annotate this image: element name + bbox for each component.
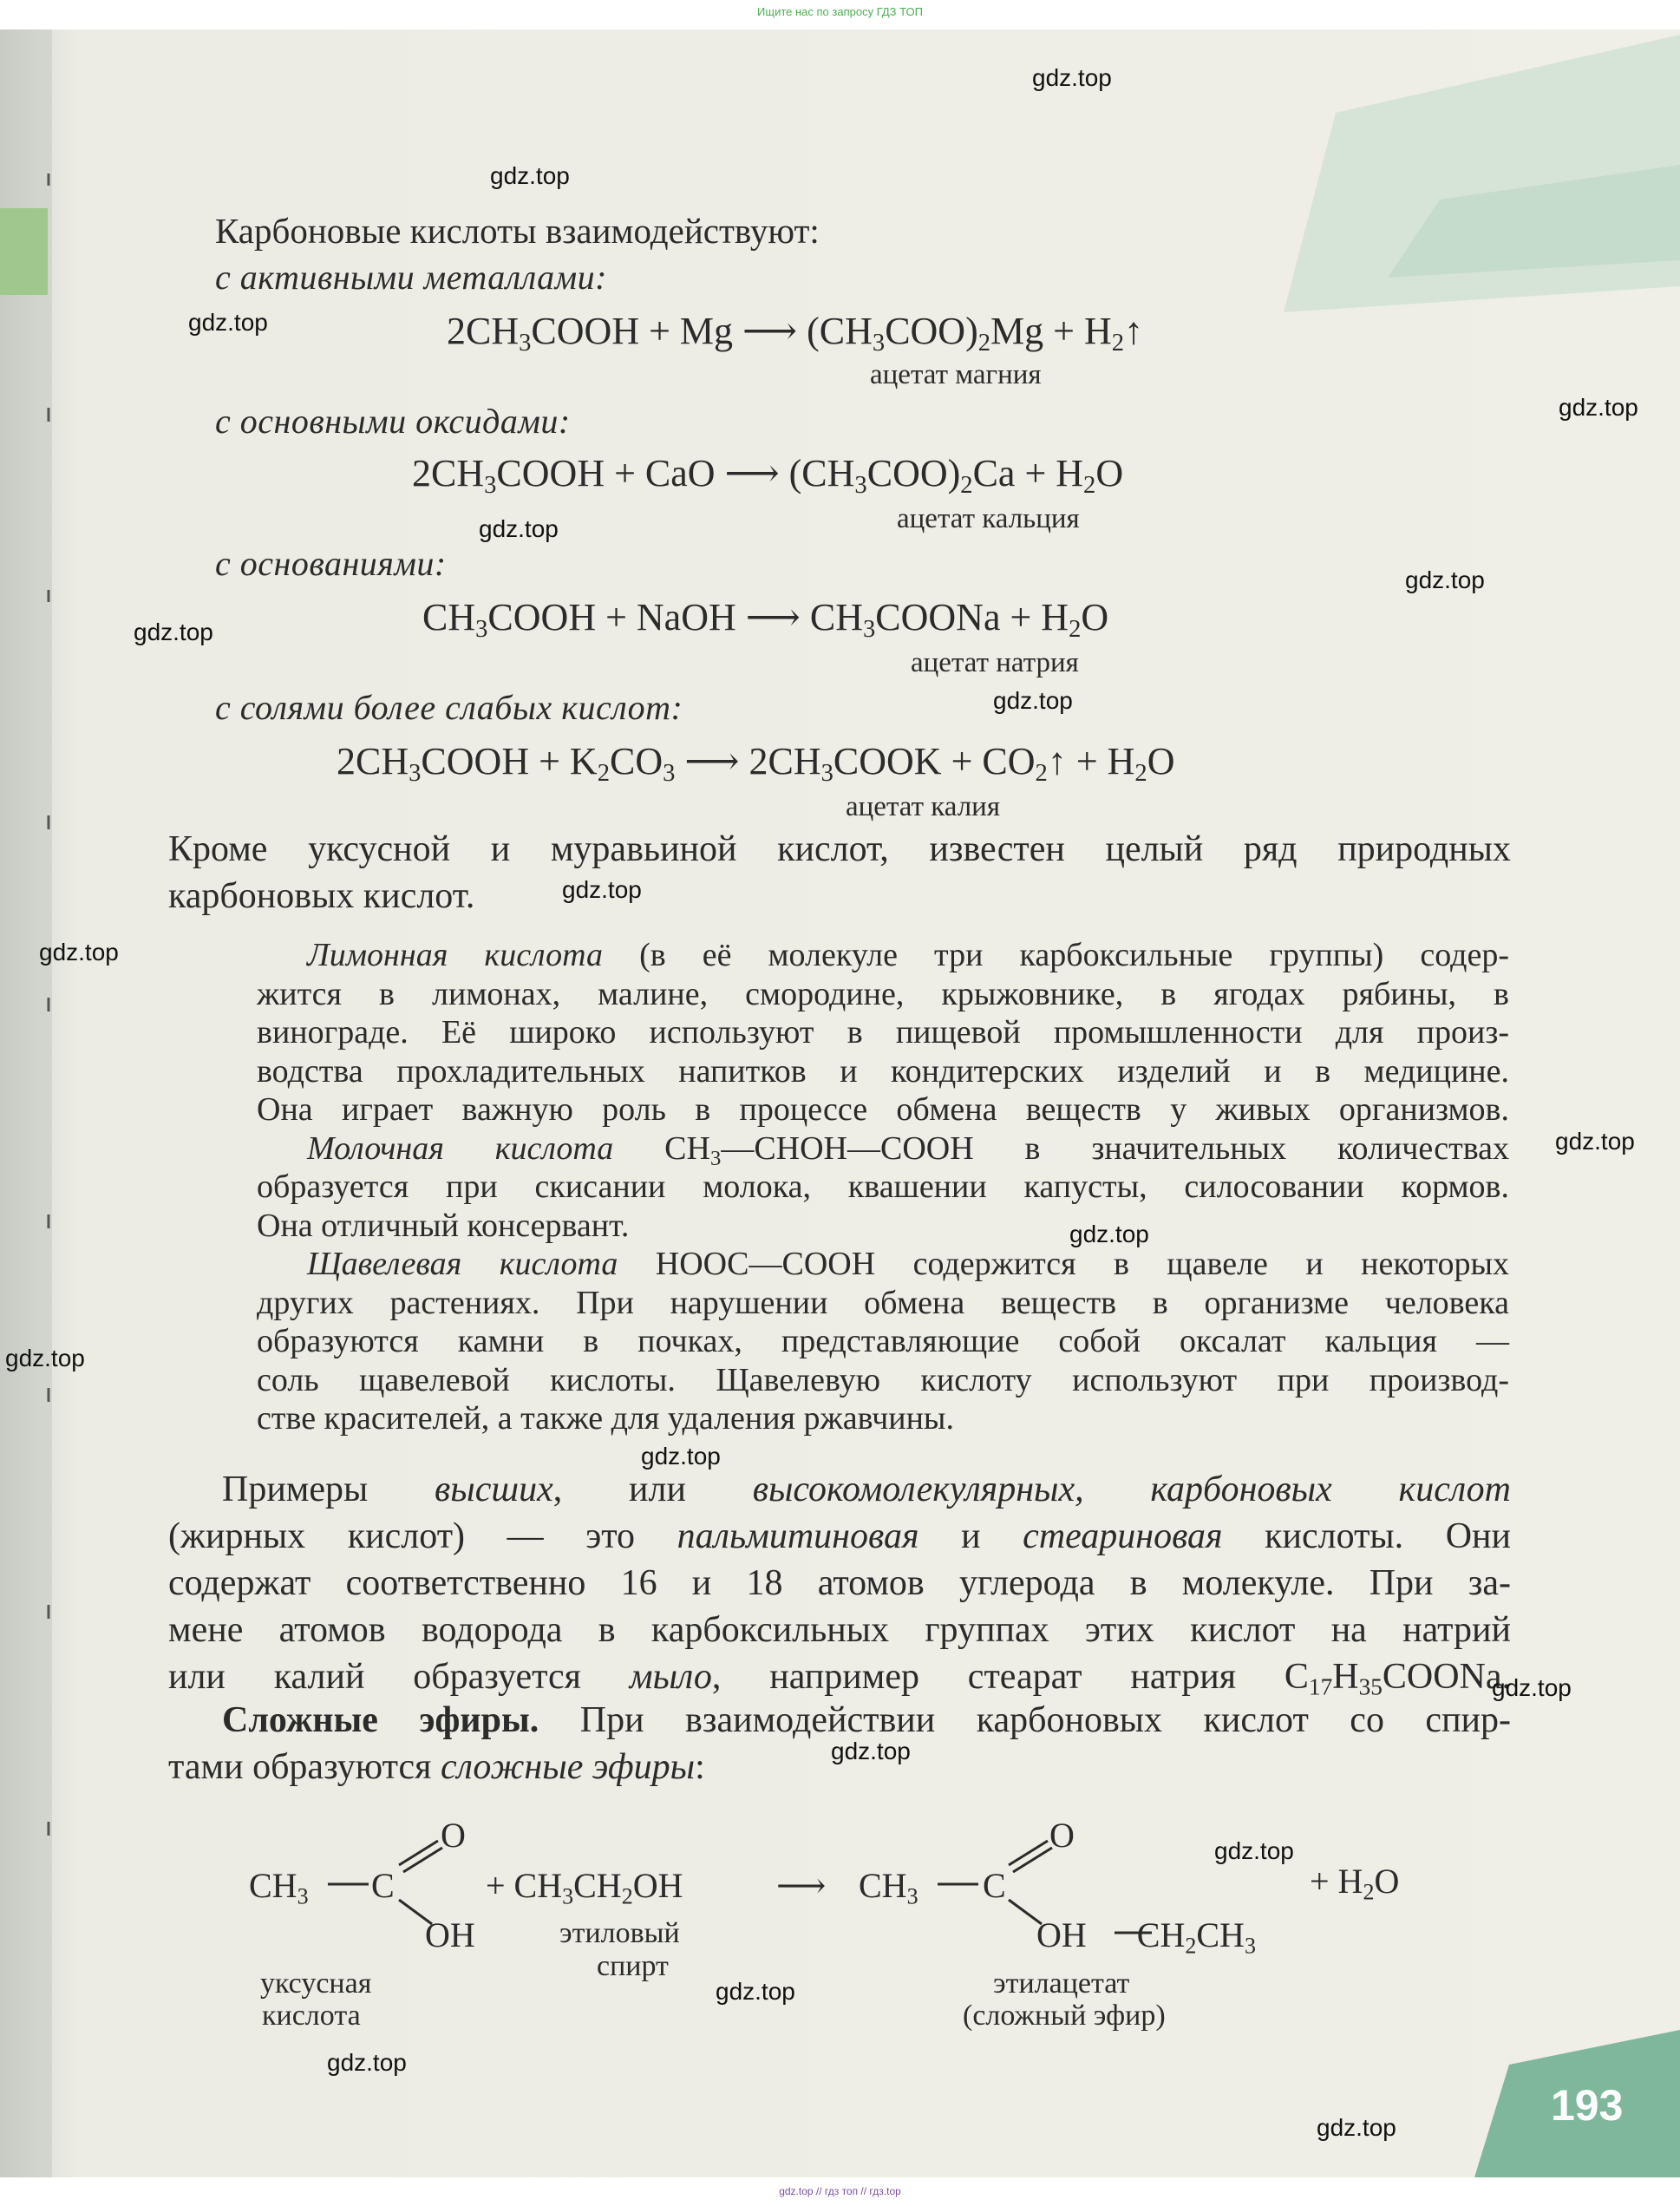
higher-line-3: содержат соответственно 16 и 18 атомов углерода в молекуле. При за- [168,1563,1511,1603]
watermark: gdz.top [1405,566,1485,593]
higher-w5: кислоты. Они [1265,1516,1512,1556]
natural-acids-paragraph [168,826,1511,920]
higher-line-4: мене атомов водорода в карбоксильных группах этих кислот на натрий [168,1610,1511,1650]
watermark: gdz.top [562,876,642,903]
label-ethyl-acetate-1: этилацетат [993,1967,1130,2000]
higher-line-1 [168,1466,1511,1513]
watermark: gdz.top [1555,1128,1635,1155]
esters-w2: : [695,1747,705,1787]
watermark: gdz.top [188,309,268,336]
watermark: gdz.top [1492,1674,1572,1701]
watermark: gdz.top [327,2049,407,2076]
higher-w3: (жирных кислот) — это [168,1516,636,1556]
esters-line-1 [168,1697,1511,1744]
higher-acids-paragraph [168,1466,1511,1700]
acetic-acid-carbon: C [371,1866,395,1905]
heading-basic-oxides: с основными оксидами: [215,402,571,441]
lactic-line-1: Молочная кислота $CH_3—CHOH—COOH$ в значительных количествах [307,1129,1509,1170]
higher-line-2 [168,1513,1511,1560]
watermark: gdz.top [1069,1221,1149,1247]
water-product: + $H_2O$ [1310,1862,1400,1905]
oxalic-line-4: соль щавелевой кислоты. Щавелевую кислоту используют при производ- [257,1361,1509,1398]
equation-metals: $2CH_3COOH + Mg$ ⟶ $(CH_3COO)_2Mg$ + $H_2↑$ [447,310,1144,357]
lemon-line-1-text: (в её молекуле три карбоксильные группы) содер- [639,937,1510,973]
binding-marks [42,173,59,2082]
intro-text: Карбоновые кислоты взаимодействуют: [215,211,820,251]
lactic-line-3: Она отличный консервант. [257,1207,630,1244]
term-stearic: стеариновая [1023,1516,1223,1556]
oxalic-formula: HOOC—COOH [655,1246,876,1282]
lemon-line-2: жится в лимонах, малине, смородине, крыжовнике, в ягодах рябины, в [257,975,1509,1012]
acetic-acid-oh: OH [425,1915,475,1954]
label-acetic-acid-2: кислота [262,2000,361,2032]
term-citric-acid: Лимонная кислота [307,937,603,973]
watermark: gdz.top [1032,64,1112,91]
page-number: 193 [1551,2081,1624,2130]
oxalic-line-3: образуются камни в почках, представляющие собой оксалат кальция — [257,1323,1509,1359]
reaction-arrow: ⟶ [776,1866,827,1905]
lemon-line-5: Она играет важную роль в процессе обмена веществ у живых организмов. [257,1091,1509,1128]
ethanol-formula: + $CH_3CH_2OH$ [486,1866,683,1909]
watermark: gdz.top [716,1978,795,2005]
oxalic-line-2: других растениях. При нарушении обмена веществ в организме человека [257,1284,1509,1321]
higher-w2: , или [552,1470,686,1509]
natural-line-1: Кроме уксусной и муравьиной кислот, известен целый ряд природных [168,829,1511,869]
acetic-acid-oxygen: O [441,1816,466,1855]
oxalic-line-1-text: содержится в щавеле и некоторых [912,1246,1510,1282]
acetic-acid-formula-ch3: $CH_3$ [249,1866,309,1909]
caption-calcium-acetate: ацетат кальция [897,503,1080,534]
caption-sodium-acetate: ацетат натрия [911,647,1079,678]
heading-weak-acid-salts: с солями более слабых кислот: [215,688,683,727]
term-higher: высших [435,1470,553,1509]
label-acetic-acid-1: уксусная [260,1967,372,2000]
heading-bases: с основаниями: [215,544,447,583]
esters-line-1-text: При взаимодействии карбоновых кислот со спир- [579,1700,1512,1740]
label-ethanol-2: спирт [597,1950,669,1982]
higher-w7: , например стеарат натрия [711,1657,1237,1697]
ester-formula-ch3: $CH_3$ [859,1866,918,1909]
watermark: gdz.top [134,619,213,645]
watermark: gdz.top [490,162,570,189]
lemon-line-4: водства прохладительных напитков и кондитерских изделий и в медицине. [257,1052,1509,1090]
term-esters: сложные эфиры [440,1747,696,1787]
heading-active-metals: с активными металлами: [215,258,607,297]
higher-w1: Примеры [222,1470,369,1509]
term-oxalic-acid: Щавелевая кислота [307,1246,618,1282]
equation-oxides: $2CH_3COOH$ + CaO ⟶ $(CH_3COO)_2Ca + H_2O$ [412,452,1124,499]
natural-line-2: карбоновых кислот. [168,876,475,916]
term-esters-bold: Сложные эфиры. [222,1700,539,1740]
lemon-line-1 [257,936,1509,975]
higher-w6: или калий образуется [168,1657,581,1697]
bottom-caption: gdz.top // гдз топ // гдз.top [779,2185,901,2197]
higher-w4: и [961,1516,981,1556]
section-tab-marker [0,208,48,295]
term-palmitic: пальмитиновая [677,1516,919,1556]
term-lactic-acid: Молочная кислота [307,1129,614,1167]
watermark: gdz.top [993,687,1073,714]
watermark: gdz.top [641,1443,721,1470]
ester-oh-ethyl: OH $CH_2CH_3$ [1036,1915,1256,1959]
acids-small-print [257,936,1509,1438]
ester-oxygen: O [1049,1816,1075,1855]
lactic-line-1-text: в значительных количествах [1024,1129,1509,1167]
watermark: gdz.top [1214,1837,1294,1864]
term-soap: мыло [629,1657,712,1697]
lactic-line-2: образуется при скисании молока, квашении капусты, силосовании кормов. [257,1168,1509,1205]
watermark: gdz.top [831,1738,911,1764]
term-high-molecular: высокомолекулярных, карбоновых кислот [752,1470,1511,1509]
watermark: gdz.top [1559,394,1638,421]
watermark: gdz.top [39,939,119,966]
label-ethanol-1: этиловый [559,1917,680,1949]
esters-w1: тами образуются [168,1747,432,1787]
oxalic-line-1 [257,1245,1509,1284]
caption-potassium-acetate: ацетат калия [846,791,1001,822]
label-ethyl-acetate-2: (сложный эфир) [963,2000,1166,2032]
higher-line-5: или калий образуется мыло, например стеарат натрия $C_{17}H_{35}COONa$. [168,1657,1512,1700]
watermark: gdz.top [479,515,559,542]
equation-bases: $CH_3COOH$ + NaOH ⟶ $CH_3COONa + H_2O$ [422,596,1109,643]
lemon-line-3: винограде. Её широко используют в пищевой промышленности для произ- [257,1014,1509,1051]
ester-carbon: C [983,1866,1006,1905]
top-caption: Ищите нас по запросу ГДЗ ТОП [757,5,923,18]
watermark: gdz.top [1317,2114,1396,2141]
caption-magnesium-acetate: ацетат магния [870,359,1042,390]
watermark: gdz.top [5,1345,85,1371]
equation-salts: $2CH_3COOH + K_2CO_3$ ⟶ $2CH_3COOK$ + $CO_2↑ + H_2O$ [337,740,1175,787]
oxalic-line-5: стве красителей, а также для удаления ржавчины. [257,1400,954,1437]
